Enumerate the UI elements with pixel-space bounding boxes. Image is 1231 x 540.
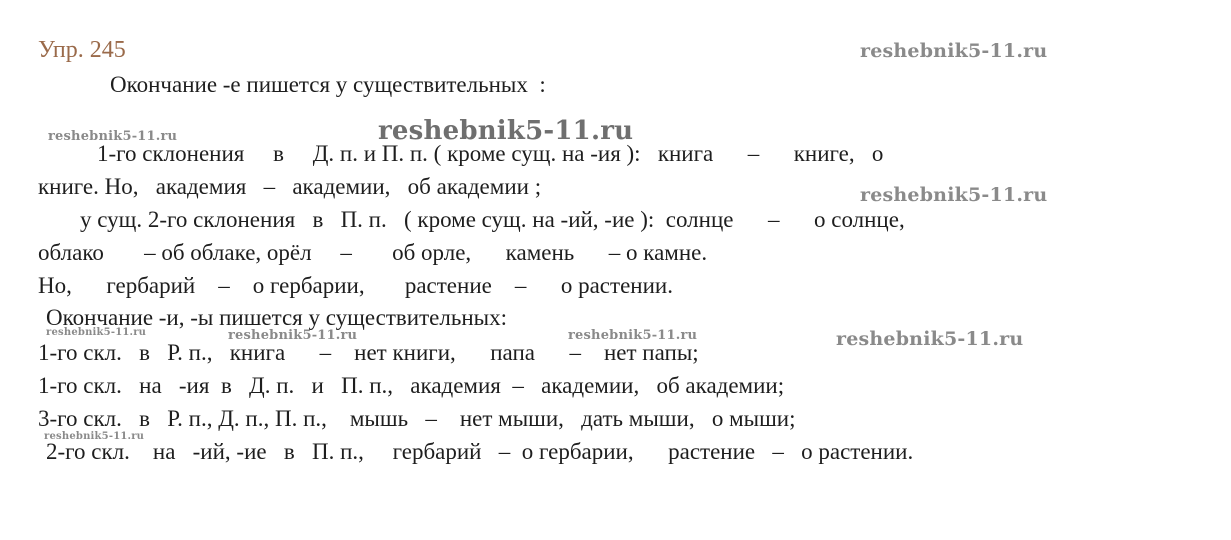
text-line-7: Окончание -и, -ы пишется у существительных:: [46, 305, 507, 330]
watermark-center-small-1: reshebnik5-11.ru: [228, 328, 358, 343]
exercise-title: Упр. 245: [38, 37, 126, 63]
text-line-1: Окончание -е пишется у существительных :: [110, 72, 546, 97]
text-line-4: у сущ. 2-го склонения в П. п. ( кроме сущ. на -ий, -ие ): солнце – о солнце,: [80, 207, 905, 232]
text-line-3: книге. Но, академия – академии, об академии ;: [38, 174, 542, 199]
text-line-10: 3-го скл. в Р. п., Д. п., П. п., мышь – нет мыши, дать мыши, о мыши;: [38, 406, 796, 431]
text-line-5: облако – об облаке, орёл – об орле, камень – о камне.: [38, 240, 708, 265]
text-line-11: 2-го скл. на -ий, -ие в П. п., гербарий – о гербарии, растение – о растении.: [46, 439, 914, 464]
watermark-center-large: reshebnik5-11.ru: [378, 116, 634, 146]
text-line-2: 1-го склонения в Д. п. и П. п. ( кроме сущ. на -ия ): книга – книге, о: [97, 141, 884, 166]
text-line-8: 1-го скл. в Р. п., книга – нет книги, папа – нет папы;: [38, 340, 699, 365]
watermark-left-tiny-2: reshebnik5-11.ru: [44, 431, 145, 442]
watermark-left-tiny-1: reshebnik5-11.ru: [46, 327, 147, 338]
watermark-right-lower: reshebnik5-11.ru: [836, 328, 1024, 350]
watermark-center-small-2: reshebnik5-11.ru: [568, 328, 698, 343]
watermark-right-middle: reshebnik5-11.ru: [860, 184, 1048, 206]
watermark-left-small: reshebnik5-11.ru: [48, 129, 178, 144]
text-line-6: Но, гербарий – о гербарии, растение – о растении.: [38, 273, 673, 298]
text-line-9: 1-го скл. на -ия в Д. п. и П. п., академия – академии, об академии;: [38, 373, 785, 398]
watermark-top-right: reshebnik5-11.ru: [860, 40, 1048, 62]
